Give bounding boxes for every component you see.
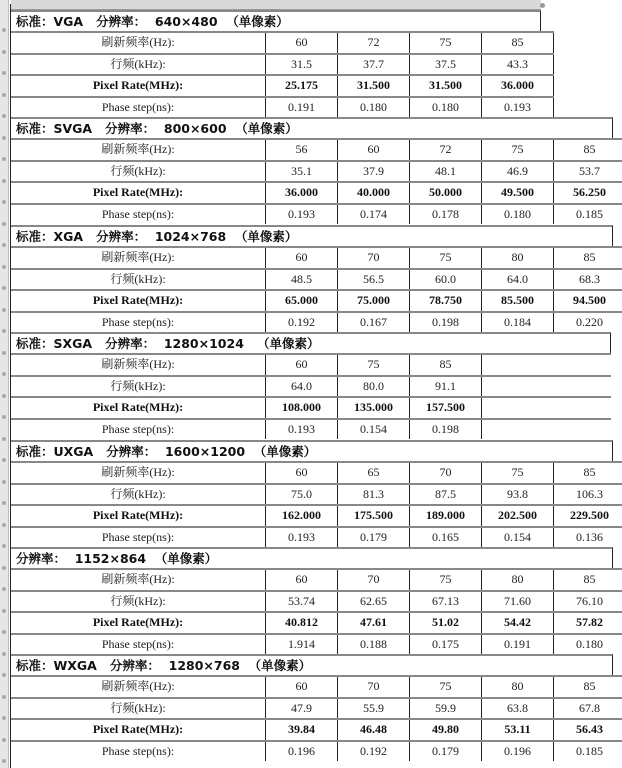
value-cell[interactable]: 0.185 (554, 205, 622, 225)
value-cell[interactable]: 0.180 (554, 635, 622, 655)
margin-dot (2, 28, 6, 32)
value-cell[interactable]: 60 (266, 248, 338, 268)
value-cell[interactable]: 70 (410, 463, 482, 483)
value-cell[interactable]: 0.192 (338, 742, 410, 762)
table-row-pixel-rate (11, 181, 622, 203)
value-cell[interactable]: 72 (410, 140, 482, 160)
row-label: 行频(kHz): (11, 270, 266, 290)
table-row-phase-step (11, 526, 622, 548)
row-label: Phase step(ns): (11, 205, 266, 225)
row-label: 行频(kHz): (11, 485, 266, 505)
value-cell[interactable]: 49.80 (410, 720, 482, 740)
value-cell[interactable]: 0.154 (482, 528, 554, 548)
table-row-phase-step (11, 311, 622, 333)
value-cell[interactable]: 175.500 (338, 506, 410, 526)
table-resize-handle[interactable] (540, 3, 545, 8)
value-cell[interactable]: 85 (482, 33, 554, 53)
standard-block (11, 654, 622, 761)
margin-dot (2, 93, 6, 97)
row-label: 刷新频率(Hz): (11, 33, 266, 53)
table-row-phase-step (11, 633, 622, 655)
value-cell[interactable]: 67.13 (410, 592, 482, 612)
value-cell[interactable]: 64.0 (482, 270, 554, 290)
value-cell[interactable]: 1.914 (266, 635, 338, 655)
row-label: Phase step(ns): (11, 420, 266, 440)
table-row-refresh (11, 568, 622, 590)
value-cell[interactable]: 0.136 (554, 528, 622, 548)
table-row-pixel-rate (11, 74, 554, 96)
row-label: 刷新频率(Hz): (11, 677, 266, 697)
table-row-hfreq (11, 375, 611, 397)
margin-dot (2, 630, 6, 634)
value-cell[interactable]: 0.188 (338, 635, 410, 655)
margin-dot (2, 759, 6, 763)
value-cell[interactable]: 48.5 (266, 270, 338, 290)
value-cell[interactable]: 106.3 (554, 485, 622, 505)
value-cell[interactable]: 229.500 (554, 506, 622, 526)
value-cell[interactable]: 47.61 (338, 613, 410, 633)
value-cell[interactable]: 135.000 (338, 398, 410, 418)
margin-dot (2, 200, 6, 204)
table-row-pixel-rate (11, 289, 622, 311)
table-row-pixel-rate (11, 718, 622, 740)
margin-dot (2, 437, 6, 441)
value-cell[interactable]: 70 (338, 248, 410, 268)
value-cell[interactable]: 0.178 (410, 205, 482, 225)
margin-dot (2, 609, 6, 613)
value-cell[interactable]: 60 (266, 463, 338, 483)
standard-block (11, 440, 622, 547)
value-cell[interactable]: 76.10 (554, 592, 622, 612)
value-cell[interactable]: 60 (266, 677, 338, 697)
standard-block (11, 332, 611, 439)
value-cell[interactable]: 75 (482, 140, 554, 160)
value-cell[interactable]: 53.7 (554, 162, 622, 182)
value-cell[interactable]: 85 (554, 463, 622, 483)
margin-dot (2, 566, 6, 570)
value-cell[interactable]: 47.9 (266, 699, 338, 719)
table-row-refresh (11, 246, 622, 268)
value-cell[interactable]: 64.0 (266, 377, 338, 397)
value-cell[interactable]: 0.179 (338, 528, 410, 548)
value-cell[interactable]: 49.500 (482, 183, 554, 203)
value-cell[interactable]: 0.191 (266, 98, 338, 118)
value-cell[interactable]: 71.60 (482, 592, 554, 612)
value-cell[interactable]: 75 (338, 355, 410, 375)
row-label: 刷新频率(Hz): (11, 248, 266, 268)
margin-dot (2, 329, 6, 333)
row-label: Pixel Rate(MHz): (11, 398, 266, 418)
value-cell[interactable]: 37.5 (410, 55, 482, 75)
row-label: Phase step(ns): (11, 635, 266, 655)
value-cell[interactable]: 53.11 (482, 720, 554, 740)
value-cell[interactable]: 0.193 (266, 420, 338, 440)
value-cell[interactable]: 39.84 (266, 720, 338, 740)
row-label: Phase step(ns): (11, 98, 266, 118)
margin-dot (2, 222, 6, 226)
row-label: Pixel Rate(MHz): (11, 76, 266, 96)
value-cell[interactable]: 56.250 (554, 183, 622, 203)
row-label: 行频(kHz): (11, 377, 266, 397)
value-cell[interactable]: 0.193 (482, 98, 554, 118)
margin-dot (2, 372, 6, 376)
margin-dot (2, 415, 6, 419)
value-cell[interactable]: 80 (482, 677, 554, 697)
row-label: 刷新频率(Hz): (11, 463, 266, 483)
margin-dot (2, 738, 6, 742)
value-cell[interactable]: 0.193 (266, 528, 338, 548)
value-cell[interactable]: 108.000 (266, 398, 338, 418)
value-cell[interactable]: 75 (410, 677, 482, 697)
value-cell[interactable]: 0.180 (410, 98, 482, 118)
table-row-phase-step (11, 96, 554, 118)
value-cell[interactable]: 0.220 (554, 313, 622, 333)
block-caption: 标准：VGA 分辨率： 640×480 （单像素） (11, 10, 541, 31)
margin-dot (2, 243, 6, 247)
value-cell[interactable]: 0.180 (338, 98, 410, 118)
value-cell[interactable]: 48.1 (410, 162, 482, 182)
row-label: Pixel Rate(MHz): (11, 720, 266, 740)
margin-dot (2, 394, 6, 398)
value-cell[interactable]: 70 (338, 570, 410, 590)
row-label: 行频(kHz): (11, 699, 266, 719)
value-cell[interactable]: 157.500 (410, 398, 482, 418)
value-cell[interactable]: 85 (410, 355, 482, 375)
row-label: Pixel Rate(MHz): (11, 613, 266, 633)
value-cell[interactable]: 0.167 (338, 313, 410, 333)
value-cell[interactable]: 36.000 (482, 76, 554, 96)
row-label: Pixel Rate(MHz): (11, 291, 266, 311)
value-cell[interactable]: 75 (410, 570, 482, 590)
value-cell[interactable]: 40.000 (338, 183, 410, 203)
value-cell[interactable]: 60 (266, 570, 338, 590)
table-row-refresh (11, 461, 622, 483)
value-cell[interactable]: 0.180 (482, 205, 554, 225)
table-top-edge (11, 0, 541, 10)
margin-dot (2, 179, 6, 183)
table-row-pixel-rate (11, 611, 622, 633)
value-cell[interactable]: 162.000 (266, 506, 338, 526)
block-caption: 标准：SXGA 分辨率： 1280×1024 （单像素） (11, 332, 611, 353)
value-cell[interactable]: 31.5 (266, 55, 338, 75)
value-cell[interactable]: 25.175 (266, 76, 338, 96)
margin-dot (2, 652, 6, 656)
row-label: 行频(kHz): (11, 55, 266, 75)
block-caption: 标准：UXGA 分辨率： 1600×1200 （单像素） (11, 440, 613, 461)
table-row-hfreq (11, 160, 622, 182)
row-label: 刷新频率(Hz): (11, 355, 266, 375)
value-cell[interactable]: 0.191 (482, 635, 554, 655)
value-cell[interactable]: 0.175 (410, 635, 482, 655)
value-cell[interactable]: 67.8 (554, 699, 622, 719)
value-cell[interactable]: 70 (338, 677, 410, 697)
value-cell[interactable]: 0.196 (482, 742, 554, 762)
table-row-refresh (11, 675, 622, 697)
value-cell[interactable]: 63.8 (482, 699, 554, 719)
value-cell[interactable]: 57.82 (554, 613, 622, 633)
left-margin-gutter (0, 0, 9, 768)
table-row-hfreq (11, 53, 554, 75)
row-label: 刷新频率(Hz): (11, 140, 266, 160)
row-label: Phase step(ns): (11, 742, 266, 762)
margin-dot (2, 587, 6, 591)
value-cell[interactable]: 93.8 (482, 485, 554, 505)
margin-dot (2, 716, 6, 720)
value-cell[interactable]: 35.1 (266, 162, 338, 182)
margin-dot (2, 351, 6, 355)
value-cell[interactable]: 60 (266, 33, 338, 53)
block-caption: 标准：XGA 分辨率： 1024×768 （单像素） (11, 225, 613, 246)
value-cell[interactable]: 31.500 (410, 76, 482, 96)
value-cell[interactable]: 0.165 (410, 528, 482, 548)
row-label: 刷新频率(Hz): (11, 570, 266, 590)
margin-dot (2, 114, 6, 118)
value-cell[interactable]: 78.750 (410, 291, 482, 311)
value-cell[interactable]: 85 (554, 248, 622, 268)
block-caption: 标准：SVGA 分辨率： 800×600 （单像素） (11, 117, 613, 138)
value-cell[interactable]: 0.174 (338, 205, 410, 225)
value-cell[interactable]: 37.7 (338, 55, 410, 75)
value-cell[interactable]: 37.9 (338, 162, 410, 182)
value-cell[interactable]: 50.000 (410, 183, 482, 203)
table-row-refresh (11, 353, 611, 375)
value-cell[interactable]: 0.196 (266, 742, 338, 762)
value-cell[interactable]: 53.74 (266, 592, 338, 612)
table-row-phase-step (11, 418, 611, 440)
value-cell[interactable]: 85.500 (482, 291, 554, 311)
value-cell[interactable]: 80 (482, 248, 554, 268)
value-cell[interactable]: 46.48 (338, 720, 410, 740)
value-cell[interactable]: 0.198 (410, 420, 482, 440)
value-cell[interactable]: 75 (410, 248, 482, 268)
margin-dot (2, 136, 6, 140)
table-row-pixel-rate (11, 396, 611, 418)
value-cell[interactable]: 87.5 (410, 485, 482, 505)
row-label: Phase step(ns): (11, 528, 266, 548)
table-row-refresh (11, 31, 554, 53)
value-cell[interactable]: 56 (266, 140, 338, 160)
row-label: Pixel Rate(MHz): (11, 183, 266, 203)
standard-block (11, 225, 622, 332)
row-label: Phase step(ns): (11, 313, 266, 333)
value-cell[interactable]: 62.65 (338, 592, 410, 612)
value-cell[interactable]: 55.9 (338, 699, 410, 719)
value-cell[interactable]: 81.3 (338, 485, 410, 505)
value-cell[interactable]: 56.5 (338, 270, 410, 290)
value-cell[interactable]: 0.184 (482, 313, 554, 333)
standard-block (11, 10, 554, 117)
value-cell[interactable]: 80.0 (338, 377, 410, 397)
value-cell[interactable]: 54.42 (482, 613, 554, 633)
value-cell[interactable]: 31.500 (338, 76, 410, 96)
value-cell[interactable]: 75.000 (338, 291, 410, 311)
row-label: 行频(kHz): (11, 592, 266, 612)
table-row-hfreq (11, 483, 622, 505)
value-cell[interactable]: 85 (554, 140, 622, 160)
margin-dot (2, 523, 6, 527)
value-cell[interactable]: 75 (482, 463, 554, 483)
margin-dot (2, 50, 6, 54)
row-label: Pixel Rate(MHz): (11, 506, 266, 526)
value-cell[interactable]: 40.812 (266, 613, 338, 633)
value-cell[interactable]: 65.000 (266, 291, 338, 311)
value-cell[interactable]: 46.9 (482, 162, 554, 182)
margin-dot (2, 265, 6, 269)
value-cell[interactable]: 75 (410, 33, 482, 53)
value-cell[interactable]: 36.000 (266, 183, 338, 203)
margin-dot (2, 673, 6, 677)
table-row-hfreq (11, 697, 622, 719)
value-cell[interactable]: 68.3 (554, 270, 622, 290)
value-cell[interactable]: 65 (338, 463, 410, 483)
row-label: 行频(kHz): (11, 162, 266, 182)
value-cell[interactable]: 202.500 (482, 506, 554, 526)
value-cell[interactable]: 189.000 (410, 506, 482, 526)
value-cell[interactable]: 51.02 (410, 613, 482, 633)
table-row-hfreq (11, 268, 622, 290)
block-caption: 标准：WXGA 分辨率： 1280×768 （单像素） (11, 654, 613, 675)
value-cell[interactable]: 56.43 (554, 720, 622, 740)
value-cell[interactable]: 0.198 (410, 313, 482, 333)
value-cell[interactable]: 75.0 (266, 485, 338, 505)
margin-dot (2, 157, 6, 161)
table-row-pixel-rate (11, 504, 622, 526)
table-row-refresh (11, 138, 622, 160)
value-cell[interactable]: 0.185 (554, 742, 622, 762)
value-cell[interactable]: 59.9 (410, 699, 482, 719)
block-caption: 分辨率： 1152×864 （单像素） (11, 547, 613, 568)
value-cell[interactable]: 43.3 (482, 55, 554, 75)
value-cell[interactable]: 0.154 (338, 420, 410, 440)
value-cell[interactable]: 72 (338, 33, 410, 53)
standard-block (11, 547, 622, 654)
margin-dot (2, 501, 6, 505)
value-cell[interactable]: 60.0 (410, 270, 482, 290)
margin-dot (2, 71, 6, 75)
table-row-phase-step (11, 740, 622, 762)
value-cell[interactable]: 85 (554, 570, 622, 590)
margin-dot (2, 544, 6, 548)
margin-dot (2, 458, 6, 462)
value-cell[interactable]: 60 (266, 355, 338, 375)
value-cell[interactable]: 80 (482, 570, 554, 590)
value-cell[interactable]: 0.193 (266, 205, 338, 225)
margin-dot (2, 695, 6, 699)
value-cell[interactable]: 91.1 (410, 377, 482, 397)
standard-block (11, 117, 622, 224)
value-cell[interactable]: 0.192 (266, 313, 338, 333)
value-cell[interactable]: 94.500 (554, 291, 622, 311)
margin-dot (2, 308, 6, 312)
table-row-hfreq (11, 590, 622, 612)
value-cell[interactable]: 85 (554, 677, 622, 697)
value-cell[interactable]: 0.179 (410, 742, 482, 762)
margin-dot (2, 480, 6, 484)
value-cell[interactable]: 60 (338, 140, 410, 160)
margin-dot (2, 286, 6, 290)
table-row-phase-step (11, 203, 622, 225)
